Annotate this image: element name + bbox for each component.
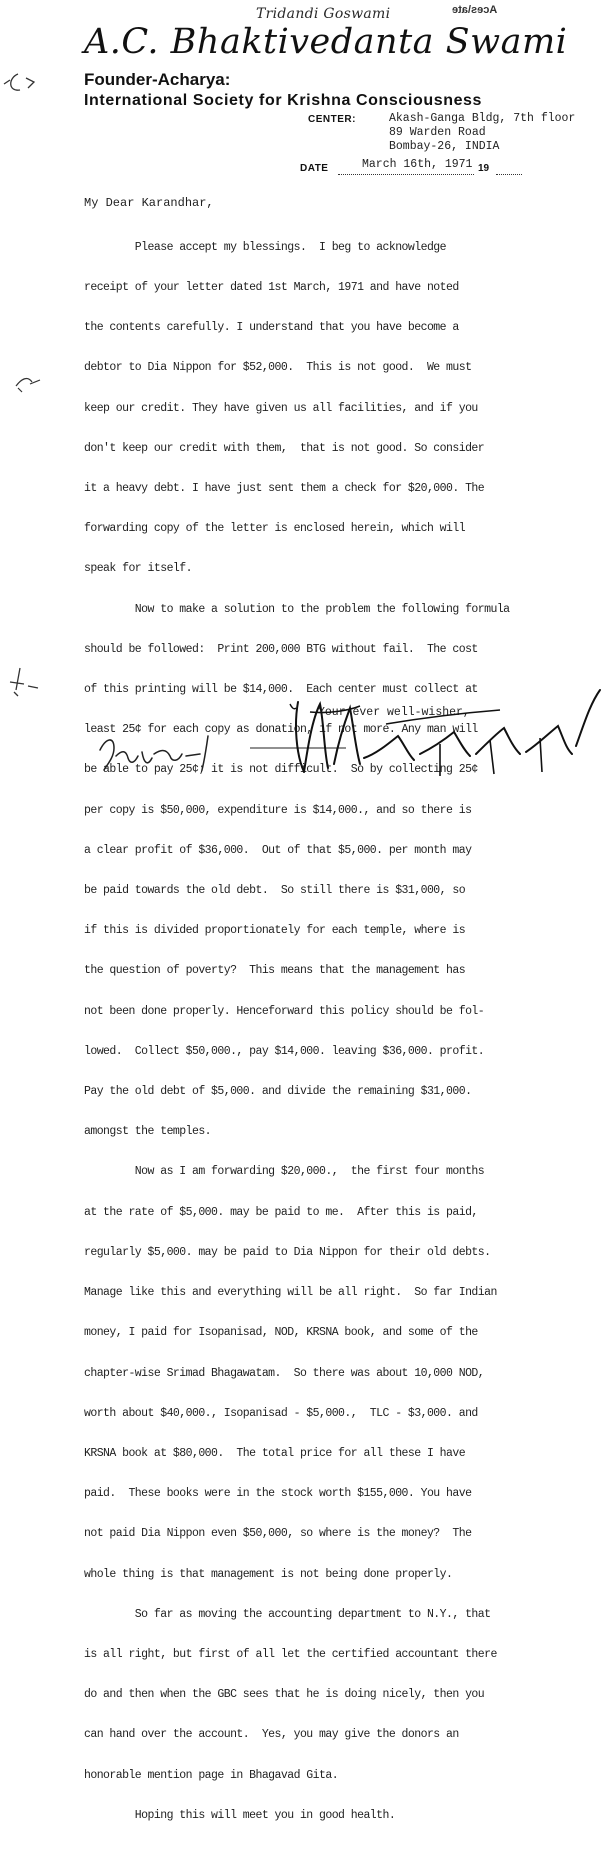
center-label: CENTER: — [308, 114, 356, 125]
center-address-line: Bombay-26, INDIA — [389, 140, 500, 153]
letterhead-society-name: International Society for Krishna Consciousness — [84, 92, 483, 109]
body-line: Pay the old debt of $5,000. and divide the remaining $31,000. — [84, 1085, 472, 1099]
initials-scrawl — [96, 728, 226, 774]
body-line: the question of poverty? This means that the management has — [84, 964, 466, 978]
body-line: lowed. Collect $50,000., pay $14,000. leaving $36,000. profit. — [84, 1044, 485, 1058]
letterhead-tridandi-title: Tridandi Goswami — [256, 6, 391, 22]
body-line: don't keep our credit with them, that is not good. So consider — [84, 441, 485, 455]
body-line: be able to pay 25¢; it is not difficult. So by collecting 25¢ — [84, 763, 478, 777]
body-line: Hoping this will meet you in good health. — [84, 1808, 396, 1822]
letter-body — [84, 214, 604, 1849]
body-line: honorable mention page in Bhagavad Gita. — [84, 1768, 339, 1782]
body-line: KRSNA book at $80,000. The total price for all these I have — [84, 1446, 466, 1460]
body-line: at the rate of $5,000. may be paid to me. After this is paid, — [84, 1205, 478, 1219]
letterhead-founder-acharya: Founder-Acharya: — [84, 70, 231, 89]
body-line: debtor to Dia Nippon for $52,000. This is not good. We must — [84, 361, 472, 375]
body-line: the contents carefully. I understand that you have become a — [84, 321, 459, 335]
signature-swami — [290, 684, 606, 784]
body-line: per copy is $50,000, expenditure is $14,000., and so there is — [84, 803, 472, 817]
body-line: not been done properly. Henceforward this policy should be fol- — [84, 1004, 485, 1018]
body-line: So far as moving the accounting department to N.Y., that — [84, 1607, 491, 1621]
body-line: forwarding copy of the letter is enclosed herein, which will — [84, 522, 466, 536]
date-value: March 16th, 1971 — [362, 158, 473, 171]
body-line: be paid towards the old debt. So still there is $31,000, so — [84, 884, 466, 898]
salutation: My Dear Karandhar, — [84, 196, 214, 210]
body-line: least 25¢ for each copy as donation, if not more. Any man will — [84, 723, 478, 737]
body-line: Now to make a solution to the problem the following formula — [84, 602, 510, 616]
body-line: can hand over the account. Yes, you may give the donors an — [84, 1728, 459, 1742]
body-line: Now as I am forwarding $20,000., the first four months — [84, 1165, 485, 1179]
date-year-prefix: 19 — [478, 163, 490, 174]
body-line: Manage like this and everything will be all right. So far Indian — [84, 1286, 497, 1300]
body-line: chapter-wise Srimad Bhagawatam. So there was about 10,000 NOD, — [84, 1366, 485, 1380]
margin-scribble-mid — [12, 372, 48, 394]
body-line: receipt of your letter dated 1st March, 1971 and have noted — [84, 281, 459, 295]
body-line: speak for itself. — [84, 562, 192, 576]
body-line: of this printing will be $14,000. Each center must collect at — [84, 683, 478, 697]
body-line: keep our credit. They have given us all facilities, and if you — [84, 401, 478, 415]
margin-scribble-bottom — [4, 666, 44, 700]
body-line: if this is divided proportionately for each temple, where is — [84, 924, 466, 938]
body-line: should be followed: Print 200,000 BTG without fail. The cost — [84, 642, 478, 656]
center-address — [389, 112, 575, 154]
center-address-line: 89 Warden Road — [389, 126, 486, 139]
closing-well-wisher: Your ever well-wisher, — [318, 706, 470, 719]
body-line: do and then when the GBC sees that he is doing nicely, then you — [84, 1688, 485, 1702]
margin-scribble-top — [4, 66, 44, 96]
body-line: not paid Dia Nippon even $50,000, so where is the money? The — [84, 1527, 472, 1541]
body-line: money, I paid for Isopanisad, NOD, KRSNA book, and some of the — [84, 1326, 478, 1340]
body-line: a clear profit of $36,000. Out of that $5,000. per month may — [84, 843, 472, 857]
date-dotted-line-year — [496, 164, 522, 175]
letterhead-name: A.C. Bhaktivedanta Swami — [84, 22, 568, 62]
center-address-line: Akash-Ganga Bldg, 7th floor — [389, 112, 576, 125]
body-line: is all right, but first of all let the certified accountant there — [84, 1647, 497, 1661]
body-line: regularly $5,000. may be paid to Dia Nippon for their old debts. — [84, 1245, 491, 1259]
letterhead-mirrored-stamp: Aces\ate — [452, 4, 498, 16]
body-line: amongst the temples. — [84, 1125, 212, 1139]
body-line: paid. These books were in the stock worth $155,000. You have — [84, 1487, 472, 1501]
body-line: worth about $40,000., Isopanisad - $5,000., TLC - $3,000. and — [84, 1406, 478, 1420]
body-line: whole thing is that management is not being done properly. — [84, 1567, 453, 1581]
body-line: it a heavy debt. I have just sent them a check for $20,000. The — [84, 482, 485, 496]
body-line: Please accept my blessings. I beg to acknowledge — [84, 240, 447, 254]
date-label: DATE — [300, 163, 329, 174]
